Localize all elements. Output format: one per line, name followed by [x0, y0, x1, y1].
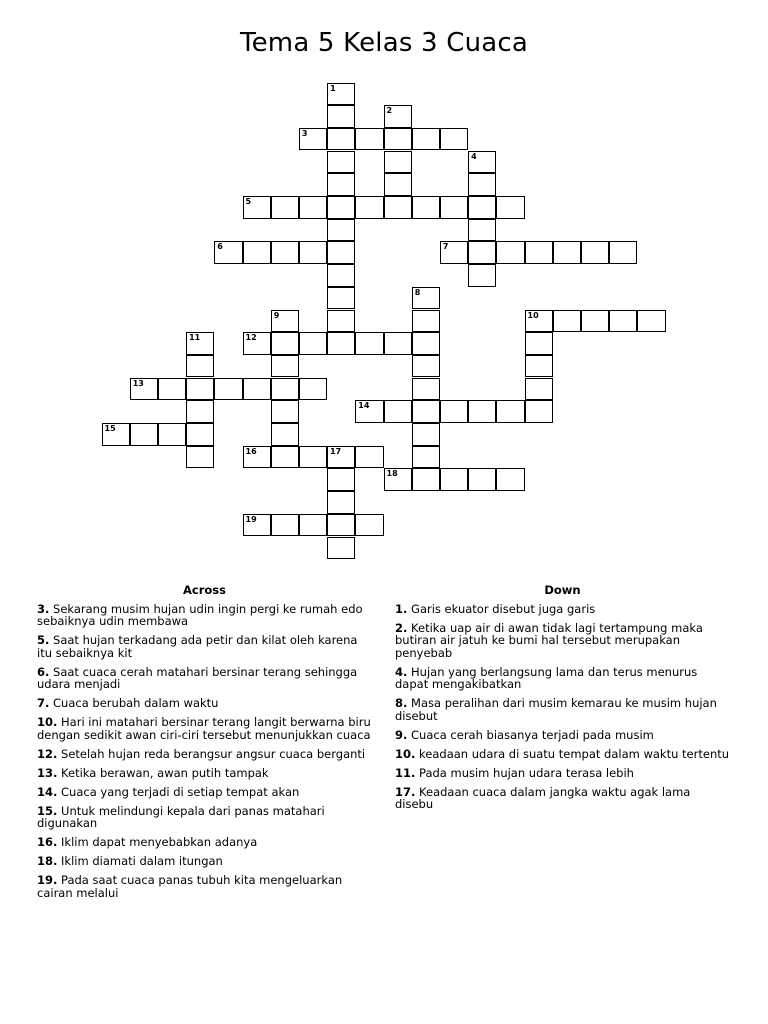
clue-text: Keadaan cuaca dalam jangka waktu agak lama disebu: [395, 784, 691, 811]
across-heading: Across: [183, 583, 226, 597]
grid-cell[interactable]: [186, 355, 214, 378]
down-clue: [395, 786, 730, 811]
grid-cell[interactable]: [496, 400, 524, 423]
grid-cell[interactable]: [440, 468, 468, 491]
grid-cell[interactable]: [214, 378, 242, 401]
grid-cell[interactable]: [384, 468, 412, 491]
grid-cell[interactable]: [525, 378, 553, 401]
grid-cell[interactable]: [299, 514, 327, 537]
grid-cell[interactable]: [412, 128, 440, 151]
grid-cell[interactable]: [412, 400, 440, 423]
grid-cell[interactable]: [158, 423, 186, 446]
clue-number: 11.: [395, 765, 416, 780]
across-clue: [37, 666, 372, 691]
grid-cell[interactable]: [271, 514, 299, 537]
grid-cell[interactable]: [355, 514, 383, 537]
clue-text: Setelah hujan reda berangsur angsur cuaca berganti: [57, 746, 366, 761]
grid-cell[interactable]: [355, 332, 383, 355]
grid-cell[interactable]: [496, 468, 524, 491]
grid-cell[interactable]: [468, 264, 496, 287]
clue-number: 2.: [395, 620, 408, 635]
clue-text: Iklim dapat menyebabkan adanya: [57, 835, 258, 849]
grid-cell[interactable]: [327, 446, 355, 469]
grid-cell[interactable]: [496, 241, 524, 264]
clue-number: 1: [330, 83, 336, 93]
clue-text: Cuaca yang terjadi di setiap tempat akan: [57, 784, 300, 799]
clue-number: 5.: [37, 633, 50, 647]
grid-cell[interactable]: [327, 241, 355, 264]
clue-number: 16: [245, 446, 257, 456]
grid-cell[interactable]: [271, 446, 299, 469]
grid-cell[interactable]: [553, 241, 581, 264]
grid-cell[interactable]: [299, 446, 327, 469]
down-clue: [395, 603, 730, 616]
clue-number: 17.: [395, 784, 416, 799]
grid-cell[interactable]: [525, 241, 553, 264]
clue-text: Ketika berawan, awan putih tampak: [57, 765, 269, 780]
grid-cell[interactable]: [553, 310, 581, 333]
clue-text: Hujan yang berlangsung lama dan terus menurus dapat mengakibatkan: [395, 664, 698, 691]
across-clue: [37, 716, 372, 741]
grid-cell[interactable]: [384, 105, 412, 128]
grid-cell[interactable]: [440, 196, 468, 219]
grid-cell[interactable]: [581, 241, 609, 264]
grid-cell[interactable]: [186, 400, 214, 423]
clue-number: 10.: [37, 715, 58, 729]
grid-cell[interactable]: [440, 128, 468, 151]
grid-cell[interactable]: [327, 537, 355, 560]
grid-cell[interactable]: [355, 446, 383, 469]
grid-cell[interactable]: [243, 332, 271, 355]
down-clue: [395, 748, 730, 761]
grid-cell[interactable]: [299, 332, 327, 355]
grid-cell[interactable]: [468, 196, 496, 219]
grid-cell[interactable]: [468, 173, 496, 196]
grid-cell[interactable]: [468, 219, 496, 242]
clue-number: 16.: [37, 835, 58, 849]
grid-cell[interactable]: [581, 310, 609, 333]
clue-text: Sekarang musim hujan udin ingin pergi ke rumah edo sebaiknya udin membawa: [37, 601, 363, 628]
clue-text: Saat hujan terkadang ada petir dan kilat oleh karena itu sebaiknya kit: [37, 633, 358, 660]
grid-cell[interactable]: [327, 491, 355, 514]
across-clues: [37, 584, 372, 906]
clue-text: Garis ekuator disebut juga garis: [407, 601, 596, 616]
clue-number: 14: [358, 401, 370, 411]
grid-cell[interactable]: [214, 241, 242, 264]
grid-cell[interactable]: [609, 310, 637, 333]
clue-number: 17: [330, 446, 342, 456]
clue-number: 7.: [37, 696, 50, 710]
grid-cell[interactable]: [412, 378, 440, 401]
clue-number: 6: [217, 242, 223, 252]
clue-number: 15.: [37, 803, 58, 818]
grid-cell[interactable]: [327, 128, 355, 151]
grid-cell[interactable]: [412, 287, 440, 310]
clue-number: 18: [386, 469, 398, 479]
grid-cell[interactable]: [243, 378, 271, 401]
grid-cell[interactable]: [299, 196, 327, 219]
clue-text: Masa peralihan dari musim kemarau ke musim hujan disebut: [395, 696, 717, 723]
grid-cell[interactable]: [271, 378, 299, 401]
down-clue: [395, 666, 730, 691]
down-clue: [395, 767, 730, 780]
grid-cell[interactable]: [130, 423, 158, 446]
clue-number: 12: [245, 333, 257, 343]
clue-number: 8.: [395, 696, 408, 710]
grid-cell[interactable]: [327, 83, 355, 106]
grid-cell[interactable]: [271, 241, 299, 264]
grid-cell[interactable]: [412, 423, 440, 446]
grid-cell[interactable]: [243, 241, 271, 264]
grid-cell[interactable]: [412, 446, 440, 469]
grid-cell[interactable]: [412, 196, 440, 219]
down-list: [395, 603, 730, 811]
clue-number: 9.: [395, 727, 408, 742]
grid-cell[interactable]: [327, 105, 355, 128]
clue-number: 9: [273, 310, 280, 320]
clue-number: 5: [245, 197, 252, 206]
grid-cell[interactable]: [130, 378, 158, 401]
grid-cell[interactable]: [412, 310, 440, 333]
across-clue: [37, 603, 372, 628]
grid-cell[interactable]: [243, 446, 271, 469]
across-clue: [37, 748, 372, 761]
clue-number: 19.: [37, 873, 58, 887]
clue-text: Cuaca berubah dalam waktu: [49, 696, 219, 710]
grid-cell[interactable]: [609, 241, 637, 264]
grid-cell[interactable]: [412, 468, 440, 491]
grid-cell[interactable]: [327, 287, 355, 310]
grid-cell[interactable]: [186, 378, 214, 401]
grid-cell[interactable]: [525, 400, 553, 423]
clue-number: 1.: [395, 601, 408, 616]
grid-cell[interactable]: [412, 355, 440, 378]
across-clue: [37, 805, 372, 830]
grid-cell[interactable]: [243, 196, 271, 219]
clue-number: 7: [442, 242, 449, 252]
grid-cell[interactable]: [271, 332, 299, 355]
grid-cell[interactable]: [271, 400, 299, 423]
across-list: [37, 603, 372, 900]
clue-text: Pada saat cuaca panas tubuh kita mengeluarkan cairan melalui: [37, 873, 343, 900]
grid-cell[interactable]: [355, 196, 383, 219]
clue-number: 13.: [37, 765, 58, 780]
grid-cell[interactable]: [327, 514, 355, 537]
grid-cell[interactable]: [496, 196, 524, 219]
grid-cell[interactable]: [327, 151, 355, 174]
grid-cell[interactable]: [186, 446, 214, 469]
grid-cell[interactable]: [102, 423, 130, 446]
grid-cell[interactable]: [384, 400, 412, 423]
clue-text: Iklim diamati dalam itungan: [57, 854, 223, 868]
grid-cell[interactable]: [468, 151, 496, 174]
clue-number: 19: [245, 514, 257, 524]
across-clue: [37, 836, 372, 849]
clue-number: 4.: [395, 664, 408, 679]
grid-cell[interactable]: [299, 128, 327, 151]
across-clue: [37, 786, 372, 799]
down-heading: Down: [544, 583, 581, 597]
grid-cell[interactable]: [468, 241, 496, 264]
grid-cell[interactable]: [355, 128, 383, 151]
across-clue: [37, 634, 372, 659]
grid-cell[interactable]: [158, 378, 186, 401]
clue-text: Cuaca cerah biasanya terjadi pada musim: [407, 727, 654, 742]
clue-text: Untuk melindungi kepala dari panas matahari digunakan: [37, 803, 325, 830]
clue-number: 6.: [37, 664, 50, 679]
clue-number: 13: [132, 378, 144, 388]
across-clue: [37, 767, 372, 780]
clue-text: Pada musim hujan udara terasa lebih: [415, 765, 634, 780]
grid-cell[interactable]: [243, 514, 271, 537]
grid-cell[interactable]: [440, 400, 468, 423]
grid-cell[interactable]: [299, 378, 327, 401]
down-clue: [395, 622, 730, 660]
grid-cell[interactable]: [525, 332, 553, 355]
grid-cell[interactable]: [271, 355, 299, 378]
clue-number: 18.: [37, 854, 58, 868]
page-title: Tema 5 Kelas 3 Cuaca: [239, 28, 529, 58]
grid-cell[interactable]: [384, 151, 412, 174]
grid-cell[interactable]: [468, 468, 496, 491]
clue-number: 3: [301, 128, 308, 138]
grid-cell[interactable]: [637, 310, 665, 333]
grid-cell[interactable]: [384, 332, 412, 355]
across-clue: [37, 874, 372, 899]
grid-cell[interactable]: [412, 332, 440, 355]
grid-cell[interactable]: [327, 468, 355, 491]
grid-cell[interactable]: [327, 219, 355, 242]
grid-cell[interactable]: [384, 128, 412, 151]
clue-number: 15: [104, 424, 116, 433]
grid-cell[interactable]: [327, 196, 355, 219]
grid-cell[interactable]: [525, 310, 553, 333]
clue-text: Saat cuaca cerah matahari bersinar terang sehingga udara menjadi: [37, 664, 358, 691]
grid-cell[interactable]: [186, 423, 214, 446]
clue-number: 2: [386, 106, 393, 116]
grid-cell[interactable]: [525, 355, 553, 378]
clue-number: 11: [189, 333, 201, 343]
down-clue: [395, 697, 730, 722]
across-clue: [37, 697, 372, 710]
down-clues: [395, 584, 730, 817]
grid-cell[interactable]: [468, 400, 496, 423]
clue-number: 10.: [395, 746, 416, 761]
grid-cell[interactable]: [327, 264, 355, 287]
down-clue: [395, 729, 730, 742]
clue-text: Hari ini matahari bersinar terang langit berwarna biru dengan sedikit awan ciri-ciri tersebut menunjukkan cuaca: [37, 715, 371, 742]
grid-cell[interactable]: [384, 173, 412, 196]
grid-cell[interactable]: [299, 241, 327, 264]
grid-cell[interactable]: [327, 332, 355, 355]
grid-cell[interactable]: [355, 400, 383, 423]
grid-cell[interactable]: [327, 310, 355, 333]
grid-cell[interactable]: [384, 196, 412, 219]
clue-text: Ketika uap air di awan tidak lagi tertampung maka butiran air jatuh ke bumi hal tersebut merupakan penyebab: [395, 620, 703, 660]
clue-number: 3.: [37, 601, 50, 616]
clue-number: 14.: [37, 784, 58, 799]
grid-cell[interactable]: [186, 332, 214, 355]
grid-cell[interactable]: [271, 310, 299, 333]
clue-number: 10: [527, 310, 539, 320]
clue-number: 12.: [37, 746, 58, 761]
grid-cell[interactable]: [440, 241, 468, 264]
clue-number: 4: [471, 151, 477, 161]
across-clue: [37, 855, 372, 868]
clue-text: keadaan udara di suatu tempat dalam waktu tertentu: [415, 746, 730, 761]
grid-cell[interactable]: [271, 196, 299, 219]
grid-cell[interactable]: [327, 173, 355, 196]
clue-number: 8: [414, 287, 421, 297]
grid-cell[interactable]: [271, 423, 299, 446]
